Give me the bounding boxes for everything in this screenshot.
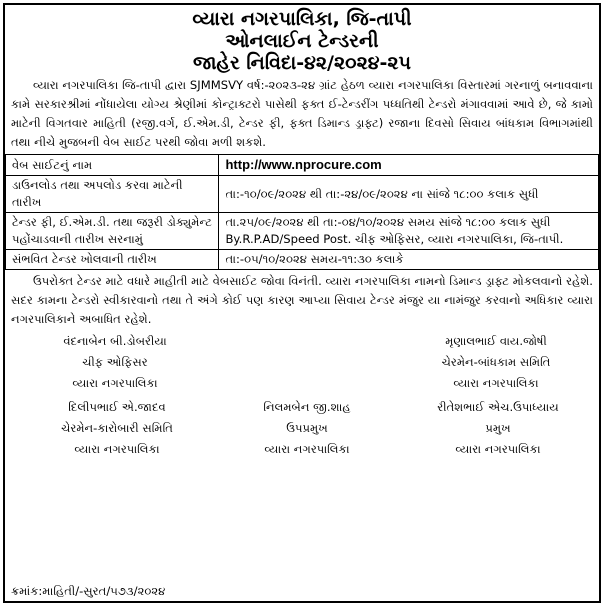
signatory-title: ચેરમેન-કારોબારી સમિતિ <box>61 421 173 435</box>
row-label-document-submission: ટેન્ડર ફી, ઈ.એમ.ડી. તથા જરૂરી ડોક્યુમેન્ટ પહોંચાડવાની તારીખ સરનામું <box>6 213 219 250</box>
signatory-name: મૃણાલભાઈ વાય.જોષી <box>445 334 547 348</box>
signatory-name: નિલમબેન જી.શાહ <box>263 400 351 414</box>
signatory-title: ઉપપ્રમુખ <box>286 421 328 435</box>
notice-intro-paragraph: વ્યારા નગરપાલિકા જિ-તાપી દ્વારા SJMMSVY વર્ષ:-૨૦૨૩-૨૪ ગ્રાંટ હેઠળ વ્યારા નગરપાલિકા વિસ્તારમાં ગરનાળું બનાવવાના કામે સરકારશ્રીમાં નોંધાયેલા યોગ્ય શ્રેણીમાં કોન્ટ્રાક્ટરો પાસેથી ફક્ત ઈ-ટેન્ડરીંગ પધ્ધતિથી ટેન્ડરો મંગાવવામાં આવે છે, જે કામો માટેની વિગતવાર માહિતી (રજી.વર્ગ, ઈ.એમ.ડી, ટેન્ડર ફી, ફક્ત ડિમાન્ડ ડ્રાફ્ટ) રજાના દિવસો સિવાય બાંધકામ વિભાગમાંથી તથા નીચે મુજબની વેબ સાઈટ પરથી જોવા મળી શકશે. <box>11 78 593 149</box>
row-label-opening-date: સંભવિત ટેન્ડર ખોલવાની તારીખ <box>6 250 219 270</box>
signatory-title: ચીફ ઓફિસર <box>82 355 148 369</box>
row-value-website <box>219 155 599 176</box>
tender-details-table <box>5 154 599 270</box>
row-value-opening-date: તા:-૦૫/૧૦/૨૦૨૪ સમય-૧૧:૩૦ કલાકે <box>219 250 599 270</box>
notice-title-number: જાહેર નિવિદા-૪૨/૨૦૨૪-૨૫ <box>192 52 412 74</box>
signatory-org: વ્યારા નગરપાલિકા <box>264 442 350 456</box>
row-label-website: વેબ સાઈટનું નામ <box>6 155 219 176</box>
row-value-download-dates: તા:-૧૦/૦૯/૨૦૨૪ થી તા:-૨૪/૦૯/૨૦૨૪ ના સાંજે ૧૮:૦૦ કલાક સુધી <box>219 176 599 213</box>
tender-notice <box>3 3 601 603</box>
signatory-president <box>403 397 593 460</box>
signatory-org: વ્યારા નગરપાલિકા <box>72 376 158 390</box>
notice-title-online-tender: ઓનલાઈન ટેન્ડરની <box>225 30 379 52</box>
row-label-download-dates: ડાઉનલોડ તથા અપલોડ કરવા માટેની તારીખ <box>6 176 219 213</box>
signatory-title: ચેરમેન-બાંધકામ સમિતિ <box>441 355 551 369</box>
table-row <box>6 155 599 176</box>
notice-footer-paragraph: ઉપરોક્ત ટેન્ડર માટે વધારે માહીતી માટે વેબસાઈટ જોવા વિનંતી. વ્યારા નગરપાલિકા નામનો ડિમાન્ડ ડ્રાફ્ટ મોકલવાનો રહેશે. સદર કામના ટેન્ડરો સ્વીકારવાનો તથા તે અંગે કોઈ પણ કારણ આપ્યા સિવાય ટેન્ડર મંજુર યા નામંજુર કરવાનો અધિકાર વ્યારા નગરપાલિકાને અબાધિત રહેશે. <box>11 274 593 326</box>
signatory-chief-officer <box>25 331 205 394</box>
signatory-construction-chairman <box>401 331 591 394</box>
table-row <box>6 250 599 270</box>
table-row <box>6 176 599 213</box>
notice-title-municipality: વ્યારા નગરપાલિકા, જિ-તાપી <box>192 8 412 30</box>
signatory-title: પ્રમુખ <box>485 421 511 435</box>
signatory-org: વ્યારા નગરપાલિકા <box>455 442 541 456</box>
website-link[interactable]: http://www.nprocure.com <box>225 157 382 172</box>
signatory-org: વ્યારા નગરપાલિકા <box>74 442 160 456</box>
signatory-vice-president <box>227 397 387 460</box>
reference-number: ક્રમાંક:માહિતી/-સુરત/૫૭૩/૨૦૨૪ <box>11 584 166 598</box>
signatory-name: દિલીપભાઈ એ.જાદવ <box>68 400 166 414</box>
signatory-org: વ્યારા નગરપાલિકા <box>453 376 539 390</box>
signatory-executive-chairman <box>17 397 217 460</box>
signatory-name: રીતેશભાઈ એચ.ઉપાધ્યાય <box>437 400 559 414</box>
row-value-document-submission: તા.૨૫/૦૯/૨૦૨૪ થી તા:-૦૪/૧૦/૨૦૨૪ સમય સાંજે ૧૮:૦૦ કલાક સુધી By.R.P.AD/Speed Post. ચીફ ઓફિસર, વ્યારા નગરપાલિકા, જિ-તાપી. <box>219 213 599 250</box>
signatory-name: વંદનાબેન બી.ડોબરીયા <box>63 334 167 348</box>
table-row <box>6 213 599 250</box>
